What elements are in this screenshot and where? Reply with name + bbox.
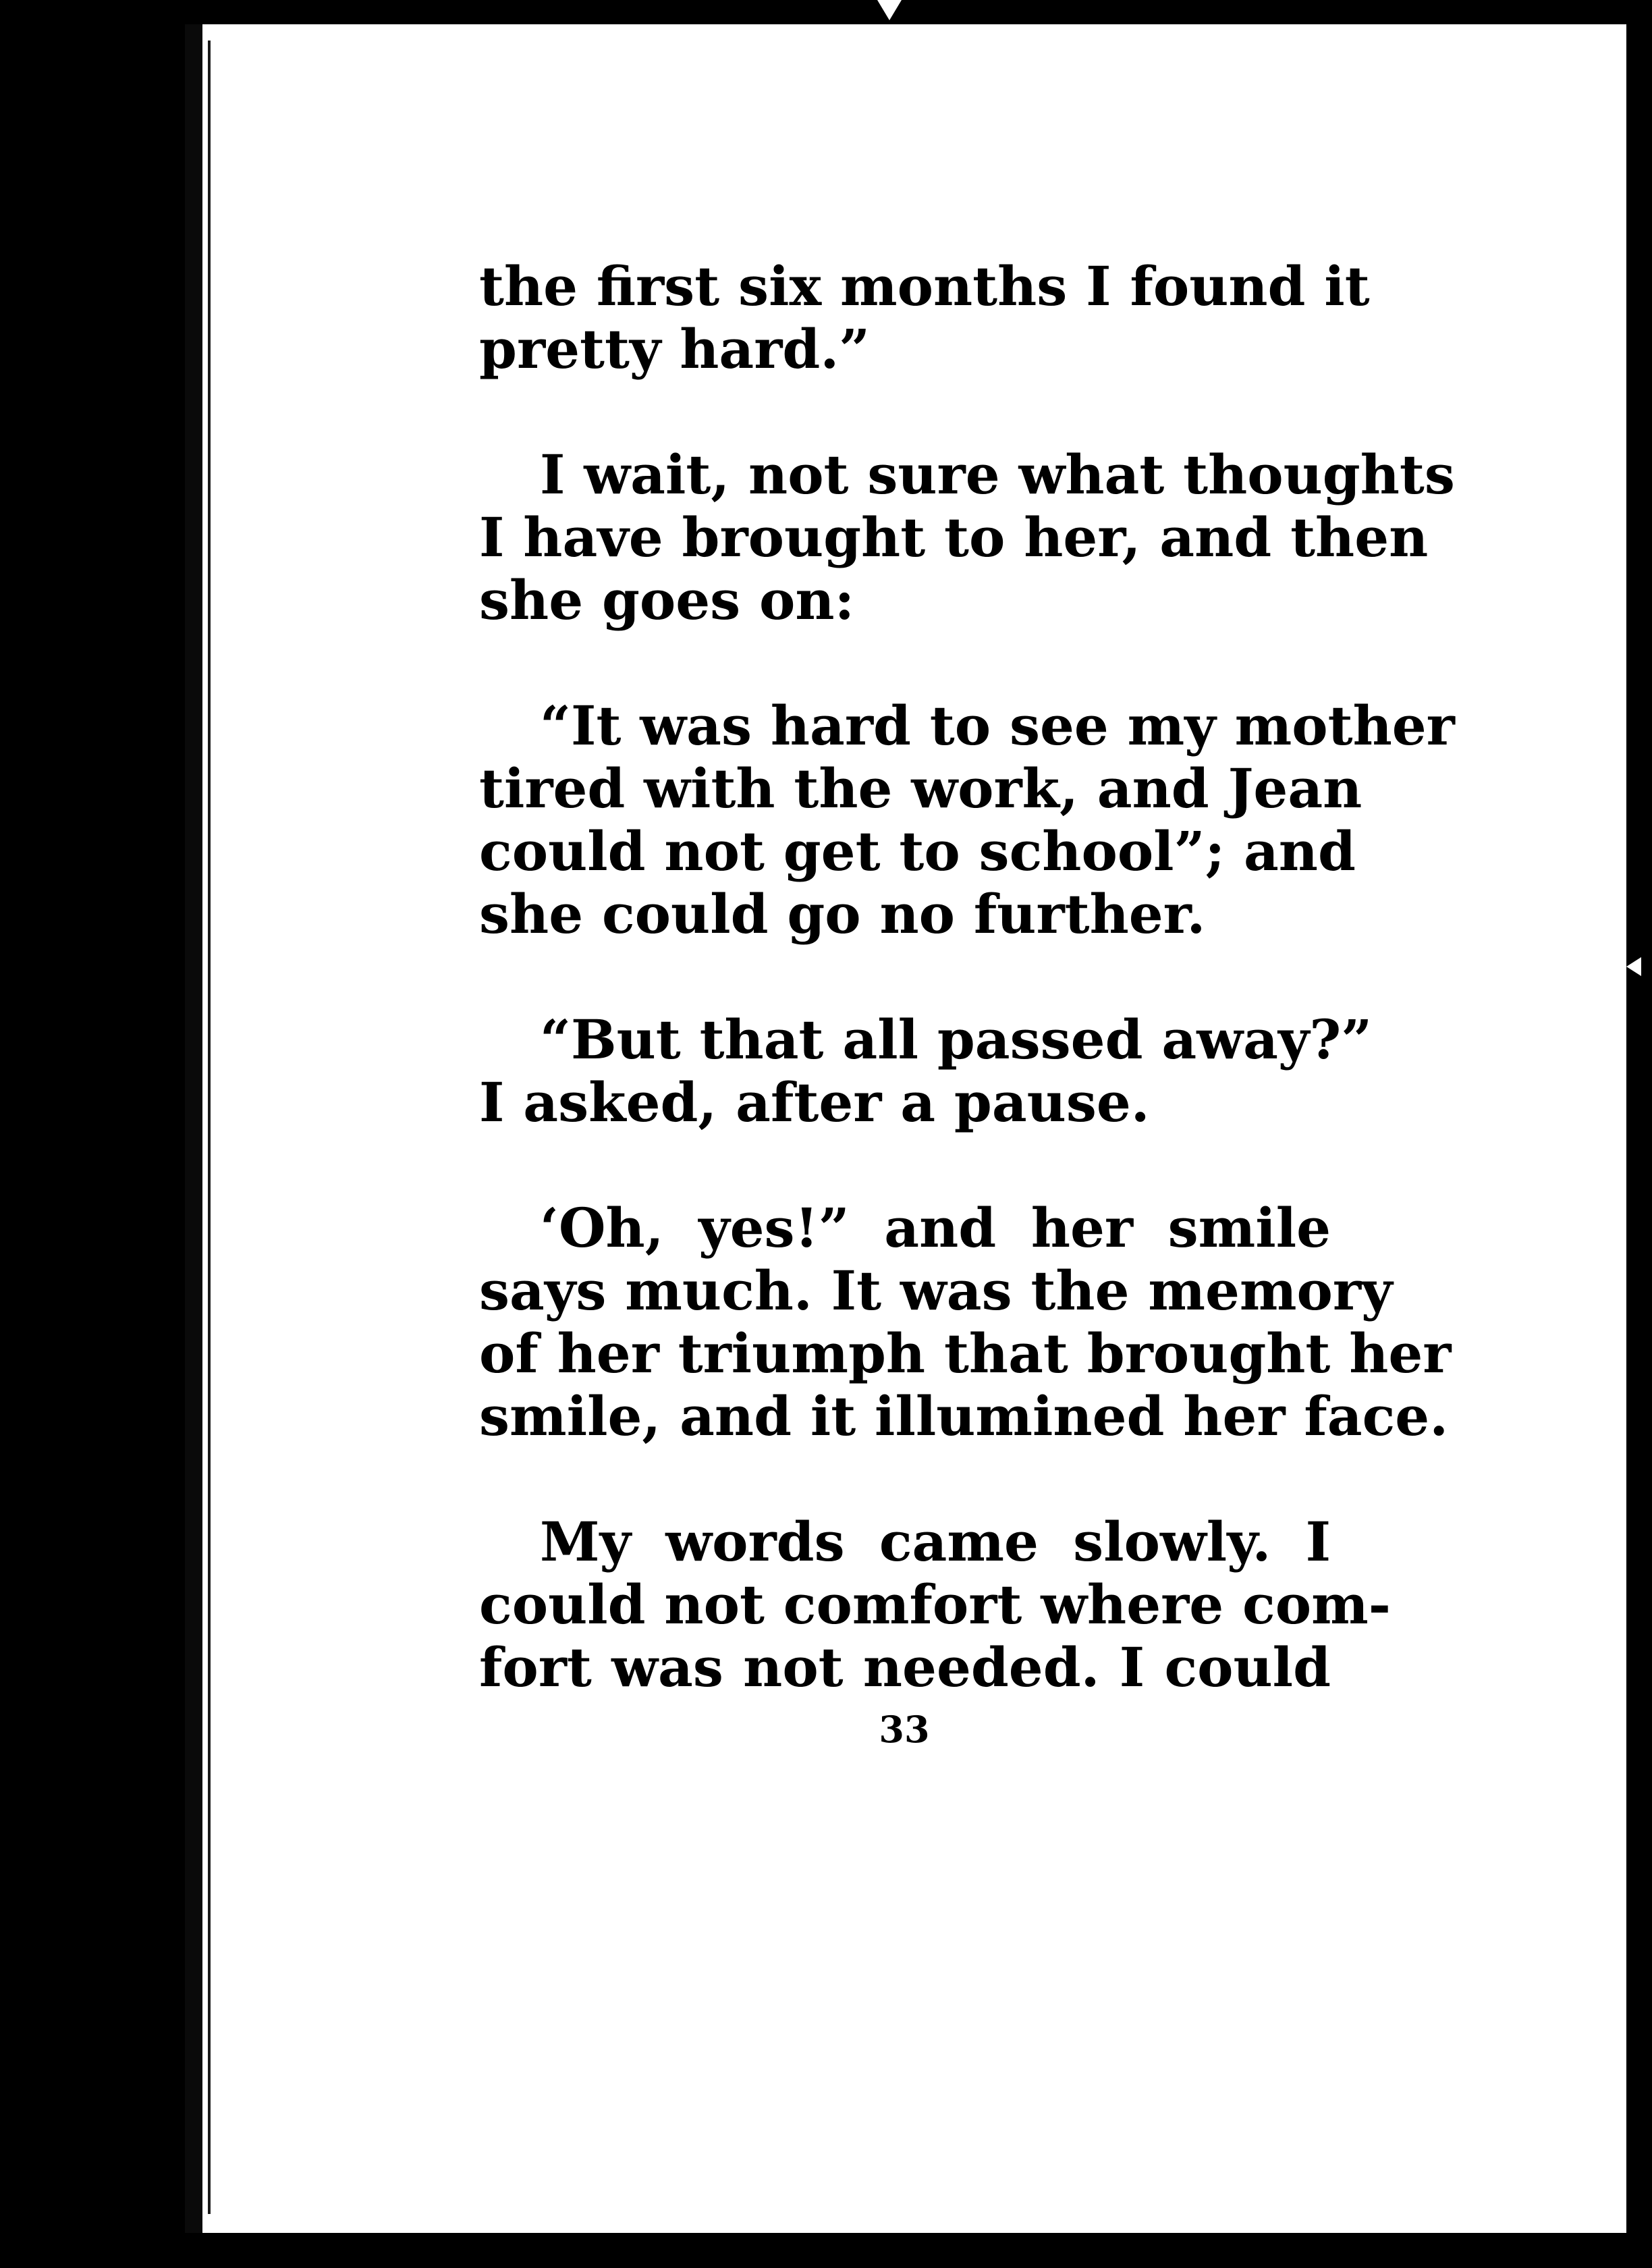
text-line: says much. It was the memory — [479, 1259, 1393, 1322]
text-line: “But that all passed away?” — [540, 1008, 1373, 1071]
text-line: of her triumph that brought her — [479, 1322, 1452, 1385]
text-line: “It was hard to see my mother — [540, 694, 1455, 757]
text-line: fort was not needed. I could — [479, 1636, 1331, 1699]
text-line: I wait, not sure what thoughts — [540, 443, 1455, 506]
text-line: pretty hard.” — [479, 317, 871, 381]
text-line: she could go no further. — [479, 882, 1206, 946]
text-line: the first six months I found it — [479, 254, 1370, 318]
text-line: I have brought to her, and then — [479, 506, 1429, 569]
scan-side-mark — [1626, 957, 1641, 976]
gutter-edge-line — [208, 40, 211, 2214]
page-number: 33 — [879, 1708, 930, 1751]
paragraph-6 — [479, 1510, 1391, 1699]
paragraph-1 — [479, 254, 1370, 381]
text-line: she goes on: — [479, 568, 855, 632]
book-gutter-shadow — [185, 24, 202, 2233]
text-line: I asked, after a pause. — [479, 1071, 1150, 1134]
text-line: could not get to school”; and — [479, 819, 1356, 883]
text-line: smile, and it illumined her face. — [479, 1384, 1449, 1448]
text-line: could not comfort where com- — [479, 1573, 1391, 1636]
paragraph-4 — [479, 1008, 1373, 1134]
paragraph-5 — [479, 1196, 1452, 1448]
text-line: tired with the work, and Jean — [479, 757, 1362, 820]
paragraph-3 — [479, 694, 1455, 946]
text-line: ‘Oh, yes!” and her smile — [540, 1196, 1331, 1260]
page-body-text — [479, 254, 1455, 1762]
text-line: My words came slowly. I — [540, 1510, 1331, 1573]
paragraph-2 — [479, 443, 1455, 632]
scan-top-mark — [877, 0, 902, 20]
